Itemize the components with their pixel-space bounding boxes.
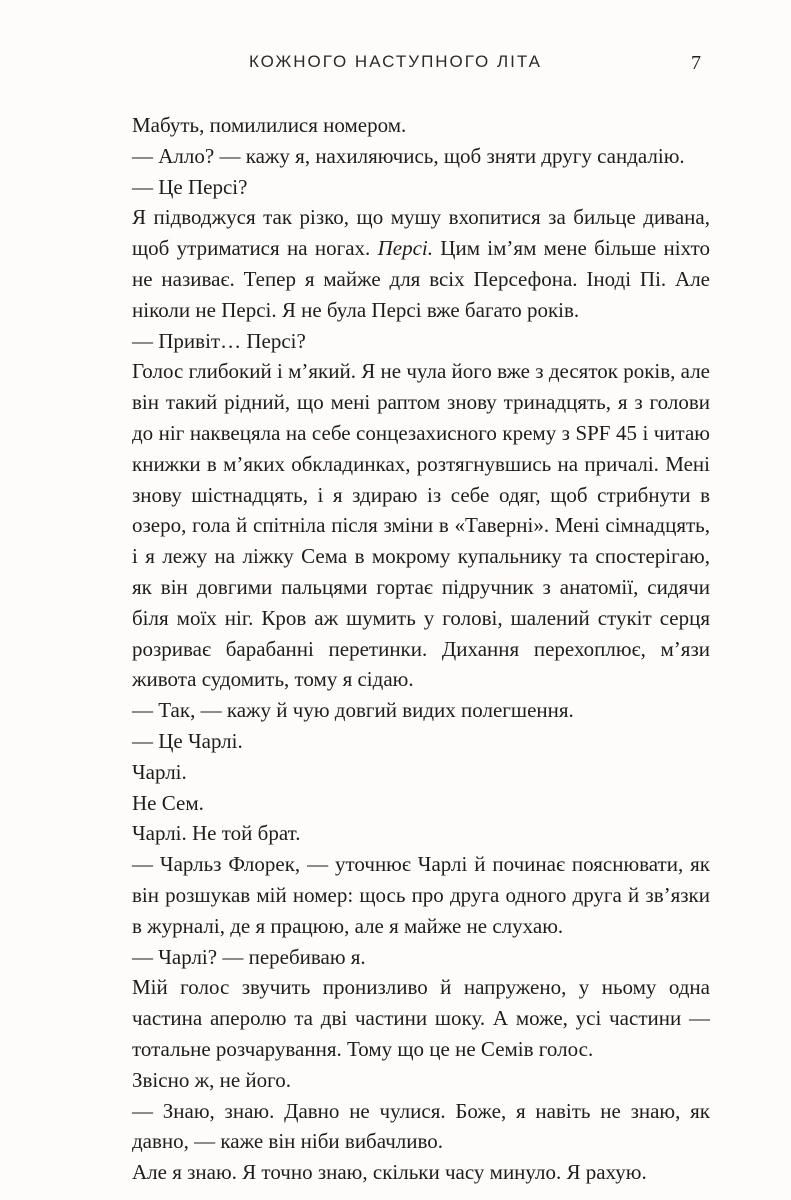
paragraph: Не Сем.	[132, 790, 204, 815]
paragraph: Чарлі.	[132, 759, 187, 784]
paragraph-text: Цим ім’ям мене більше ніхто не називає. Тепер я майже для всіх Персефона. Іноді Пі. Але ніколи не Персі. Я не була Персі вже багато років.	[132, 236, 710, 322]
paragraph-text: Я підводжуся так різко, що мушу вхопитися за бильце дивана, щоб утриматися на ногах.	[132, 205, 710, 261]
paragraph: Мабуть, помилилися номером.	[132, 113, 407, 137]
page-number: 7	[691, 52, 701, 74]
paragraph: — Це Чарлі.	[132, 728, 243, 753]
paragraph: — Чарльз Флорек, — уточнює Чарлі й починає пояснювати, як він розшукав мій номер: щось про друга одного друга й зв’язки в журналі, де я працюю, але я майже не слухаю.	[132, 852, 710, 938]
paragraph: Голос глибокий і м’який. Я не чула його вже з десяток років, але він такий рідний, що мені раптом знову тринадцять, я з голови до ніг наквецяла на себе сонцезахисного крему з SPF 45 і читаю книжки в м’яких обкладинках, розтягнувшись на причалі. Мені знову шістнадцять, і я здираю із себе одяг, щоб стрибнути в озеро, гола й спітніла після зміни в «Таверні». Мені сімнадцять, і я лежу на ліжку Сема в мокрому купальнику та спостерігаю, як він довгими пальцями гортає підручник з анатомії, сидячи біля моїх ніг. Кров аж шумить у голові, шалений стукіт серця розриває барабанні перетинки. Дихання перехоплює, м’язи живота судомить, тому я сідаю.	[132, 359, 710, 692]
paragraph-italic-name: Персі.	[377, 236, 433, 261]
body-text	[132, 110, 710, 1188]
paragraph: — Знаю, знаю. Давно не чулися. Боже, я навіть не знаю, як давно, — каже він ніби вибачливо.	[132, 1098, 710, 1154]
paragraph	[132, 202, 710, 325]
paragraph: Але я знаю. Я точно знаю, скільки часу минуло. Я рахую.	[132, 1160, 647, 1185]
paragraph: — Так, — кажу й чую довгий видих полегшення.	[132, 698, 574, 723]
paragraph: — Чарлі? — перебиваю я.	[132, 944, 366, 969]
paragraph: Чарлі. Не той брат.	[132, 821, 301, 846]
paragraph: Мій голос звучить пронизливо й напружено, у ньому одна частина аперолю та дві частини шоку. А може, усі частини — тотальне розчарування. Тому що це не Семів голос.	[132, 975, 710, 1061]
paragraph: — Алло? — кажу я, нахиляючись, щоб зняти другу сандалію.	[132, 143, 685, 168]
running-head	[0, 52, 791, 76]
paragraph: — Це Персі?	[132, 174, 248, 199]
running-title: КОЖНОГО НАСТУПНОГО ЛІТА	[248, 52, 543, 71]
paragraph: — Привіт… Персі?	[132, 328, 306, 353]
paragraph: Звісно ж, не його.	[132, 1067, 291, 1092]
